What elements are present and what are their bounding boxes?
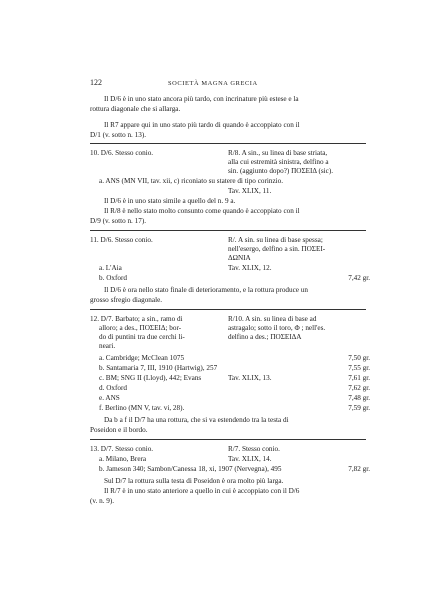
commentary-line: D/9 (v. sotto n. 17). xyxy=(90,217,147,225)
specimen-weight: 7,48 gr. xyxy=(348,394,370,402)
reverse-description: delfino a des.; ΠΟΣΕΙΔΑ xyxy=(228,333,302,341)
specimen-line: b. Oxford xyxy=(99,274,127,282)
reverse-description: alla cui estremità sinistra, delfino a xyxy=(228,158,329,166)
specimen-line: e. ANS xyxy=(99,394,120,402)
reverse-description: R/8. A sin., su linea di base striata, xyxy=(228,149,328,157)
specimen-weight: 7,42 gr. xyxy=(348,274,370,282)
running-title: SOCIETÀ MAGNA GRECIA xyxy=(168,80,258,87)
page-number: 122 xyxy=(90,78,102,87)
intro-line: Il R7 appare qui in uno stato più tardo di quando è accoppiato con il xyxy=(104,121,300,129)
specimen-line: a. ANS (MN VII, tav. xii, c) riconiato su statere di tipo corinzio. xyxy=(99,177,284,185)
reverse-description: R/. A sin. su linea di base spessa; xyxy=(228,236,323,244)
plate-reference: Tav. XLIX, 14. xyxy=(228,455,272,463)
specimen-line: c. BM; SNG II (Lloyd), 442; Evans xyxy=(99,374,202,382)
specimen-weight: 7,62 gr. xyxy=(348,384,370,392)
specimen-line: b. Santamaria 7, III, 1910 (Hartwig), 257 xyxy=(99,364,218,372)
specimen-line: a. L'Aia xyxy=(99,264,122,272)
commentary-line: Il R/7 è in uno stato anteriore a quello in cui è accoppiato con il D/6 xyxy=(104,487,300,495)
entry-heading: 13. D/7. Stesso conio. xyxy=(90,445,154,453)
reverse-description: ΔΩΝΙΑ xyxy=(228,254,251,262)
reverse-description: R/7. Stesso conio. xyxy=(228,445,280,453)
entry-heading: 10. D/6. Stesso conio. xyxy=(90,149,154,157)
section-divider xyxy=(90,439,366,440)
commentary-line: Sul D/7 la rottura sulla testa di Poseidon è ora molto più larga. xyxy=(104,477,284,485)
reverse-description: nell'esergo, delfino a sin. ΠΟΣΕΙ- xyxy=(228,245,326,253)
section-divider xyxy=(90,309,366,310)
obverse-description: 12. D/7. Barbato; a sin., ramo di xyxy=(90,315,183,323)
intro-line: rottura diagonale che si allarga. xyxy=(90,105,181,113)
obverse-description: do di puntini tra due cerchi li- xyxy=(99,333,185,341)
specimen-line: b. Jameson 340; Sambon/Canessa 18, xi, 1907 (Nervegna), 495 xyxy=(99,465,282,473)
specimen-line: a. Milano, Brera xyxy=(99,455,147,463)
specimen-weight: 7,55 gr. xyxy=(348,364,370,372)
specimen-line: f. Berlino (MN V, tav. vi, 28). xyxy=(99,404,185,412)
reverse-description: astragalo; sotto il toro, Φ ; nell'es. xyxy=(228,324,326,332)
obverse-description: neari. xyxy=(99,342,116,350)
specimen-line: a. Cambridge; McClean 1075 xyxy=(99,354,185,362)
commentary-line: Poseidon e il bordo. xyxy=(90,426,148,434)
specimen-weight: 7,82 gr. xyxy=(348,465,370,473)
intro-line: D/1 (v. sotto n. 13). xyxy=(90,131,147,139)
specimen-weight: 7,61 gr. xyxy=(348,374,370,382)
plate-reference: Tav. XLIX, 12. xyxy=(228,264,272,272)
section-divider xyxy=(90,230,366,231)
intro-line: Il D/6 è in uno stato ancora più tardo, con incrinature più estese e la xyxy=(104,95,299,103)
specimen-line: d. Oxford xyxy=(99,384,127,392)
commentary-line: Il R/8 è nello stato molto consunto come quando è accoppiato con il xyxy=(104,207,300,215)
commentary-line: grosso sfregio diagonale. xyxy=(90,296,163,304)
plate-reference: Tav. XLIX, 11. xyxy=(228,187,272,195)
commentary-line: Il D/6 è in uno stato simile a quello del n. 9 a. xyxy=(104,197,236,205)
obverse-description: alloro; a des., ΠΟΣΕΙΔ; bor- xyxy=(99,324,182,332)
commentary-line: Da b a f il D/7 ha una rottura, che si va estendendo tra la testa di xyxy=(104,416,289,424)
reverse-description: sin. (aggiunto dopo?) ΠΟΣΕΙΔ (sic). xyxy=(228,167,334,175)
section-divider xyxy=(90,143,366,144)
commentary-line: (v. n. 9). xyxy=(90,497,115,505)
specimen-weight: 7,59 gr. xyxy=(348,404,370,412)
commentary-line: Il D/6 è ora nello stato finale di deterioramento, e la rottura produce un xyxy=(104,286,308,294)
plate-reference: Tav. XLIX, 13. xyxy=(228,374,272,382)
reverse-description: R/10. A sin. su linea di base ad xyxy=(228,315,317,323)
specimen-weight: 7,50 gr. xyxy=(348,354,370,362)
entry-heading: 11. D/6. Stesso conio. xyxy=(90,236,153,244)
